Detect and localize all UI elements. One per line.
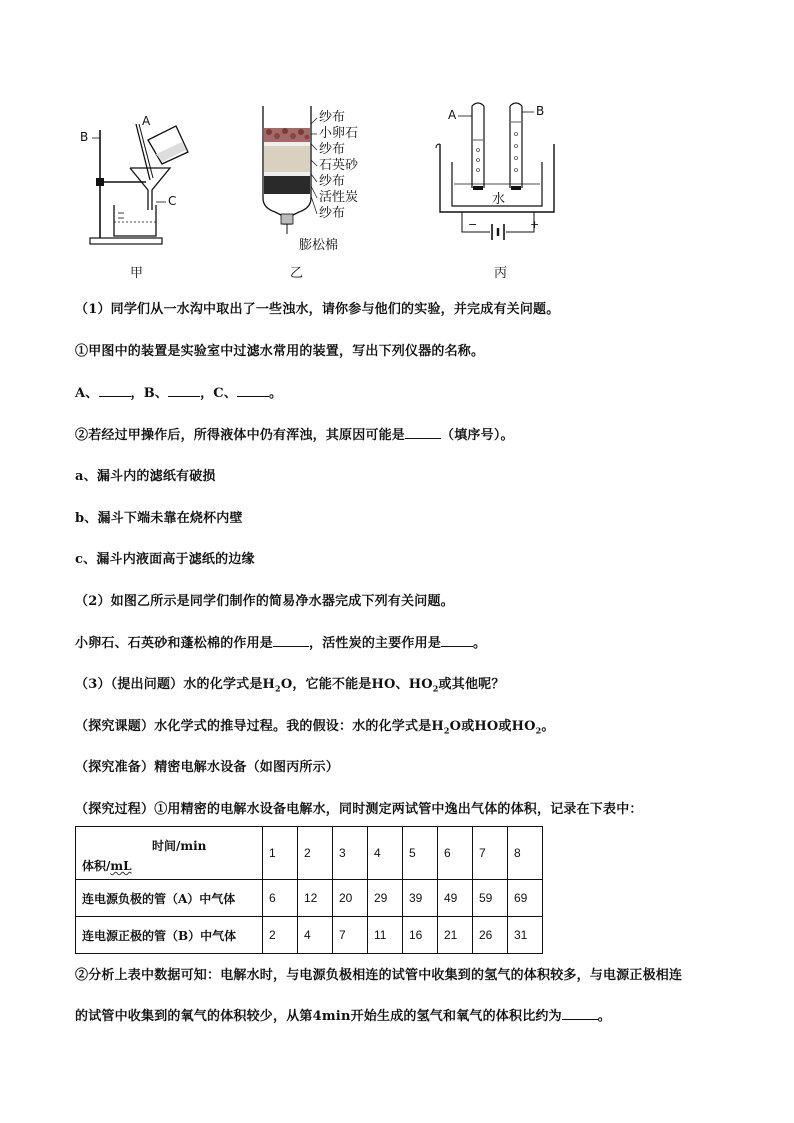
plus-label: +: [530, 218, 540, 231]
value-cell: 16: [403, 917, 438, 954]
row-label: 连电源正极的管（B）中气体: [76, 917, 263, 954]
water-label: 水: [492, 192, 506, 207]
procedure: （探究过程）①用精密的电解水设备电解水，同时测定两试管中逸出气体的体积，记录在下表中：: [75, 802, 643, 817]
value-cell: 39: [403, 880, 438, 917]
time-cell: 3: [333, 827, 368, 880]
volume-header: 体积/mL: [82, 859, 132, 873]
table-header-cell: 时间/min 体积/mL: [76, 827, 263, 880]
label-b: B: [536, 104, 545, 118]
row-label: 连电源负极的管（A）中气体: [76, 880, 263, 917]
value-cell: 59: [473, 880, 508, 917]
time-cell: 8: [508, 827, 543, 880]
option-c: c、漏斗内液面高于滤纸的边缘: [75, 552, 255, 567]
question-1: （1）同学们从一水沟中取出了一些浊水，请你参与他们的实验，并完成有关问题。: [75, 302, 560, 317]
option-a: a、漏斗内的滤纸有破损: [75, 469, 216, 484]
value-cell: 49: [438, 880, 473, 917]
value-cell: 7: [333, 917, 368, 954]
label-c: C: [168, 194, 177, 208]
label-a: A: [448, 108, 457, 122]
layer-label: 纱布: [319, 142, 346, 157]
layer-label: 石英砂: [319, 158, 359, 173]
label-a: A: [142, 114, 151, 128]
figure-jia-caption: 甲: [130, 266, 144, 281]
question-2: （2）如图乙所示是同学们制作的简易净水器完成下列有关问题。: [75, 594, 454, 609]
question-2-line: 小卵石、石英砂和蓬松棉的作用是 ，活性炭的主要作用是 。: [75, 636, 487, 651]
value-cell: 69: [508, 880, 543, 917]
time-cell: 1: [263, 827, 298, 880]
layer-label: 活性炭: [319, 190, 359, 205]
figure-bing-caption: 丙: [494, 266, 508, 281]
answer-blank[interactable]: [441, 634, 473, 647]
value-cell: 6: [263, 880, 298, 917]
time-cell: 5: [403, 827, 438, 880]
value-cell: 21: [438, 917, 473, 954]
value-cell: 12: [298, 880, 333, 917]
layer-labels: [319, 110, 358, 222]
figure-bing: [434, 100, 564, 245]
answer-blank[interactable]: [405, 426, 441, 439]
question-1-2: ②若经过甲操作后，所得液体中仍有浑浊，其原因可能是 （填序号）。: [75, 428, 514, 443]
option-b: b、漏斗下端未靠在烧杯内壁: [75, 511, 243, 526]
table-row: [76, 880, 543, 917]
time-cell: 6: [438, 827, 473, 880]
layer-label: 纱布: [319, 206, 346, 221]
answer-blank[interactable]: [562, 1007, 598, 1020]
table-row: [76, 917, 543, 954]
bottom-label: 膨松棉: [299, 238, 339, 253]
preparation: （探究准备）精密电解水设备（如图丙所示）: [75, 760, 340, 775]
layer-label: 纱布: [319, 174, 346, 189]
layer-label: 纱布: [319, 110, 346, 125]
label-b: B: [80, 130, 89, 144]
value-cell: 31: [508, 917, 543, 954]
answer-blank-a[interactable]: [99, 384, 131, 397]
figure-yi: [255, 106, 380, 256]
question-1-1-answers: A、 ，B、 ，C、 。: [75, 386, 283, 401]
question-1-1: ①甲图中的装置是实验室中过滤水常用的装置，写出下列仪器的名称。: [75, 344, 485, 359]
time-cell: 2: [298, 827, 333, 880]
value-cell: 29: [368, 880, 403, 917]
value-cell: 20: [333, 880, 368, 917]
figure-yi-caption: 乙: [290, 266, 304, 281]
question-3: （3）（提出问题）水的化学式是$H_2O$，它能不能是HO、$HO_2$或其他呢？: [75, 677, 505, 694]
answer-blank-c[interactable]: [237, 384, 269, 397]
time-cell: 7: [473, 827, 508, 880]
value-cell: 11: [368, 917, 403, 954]
hypothesis: （探究课题）水化学式的推导过程。我的假设：水的化学式是$H_2O$或HO或$HO_2$。: [75, 719, 555, 736]
layer-label: 小卵石: [319, 126, 359, 141]
table-header-row: [76, 827, 543, 880]
time-cell: 4: [368, 827, 403, 880]
answer-blank-b[interactable]: [168, 384, 200, 397]
value-cell: 4: [298, 917, 333, 954]
analysis-line-2: 的试管中收集到的氧气的体积较少，从第4min开始生成的氢气和氧气的体积比约为 。: [75, 1009, 611, 1024]
figure-jia: [78, 110, 208, 255]
answer-blank[interactable]: [273, 634, 309, 647]
minus-label: −: [468, 218, 478, 231]
data-table: [75, 826, 543, 954]
value-cell: 26: [473, 917, 508, 954]
value-cell: 2: [263, 917, 298, 954]
analysis-line-1: ②分析上表中数据可知：电解水时，与电源负极相连的试管中收集到的氢气的体积较多，与电源正极相连: [75, 968, 683, 983]
